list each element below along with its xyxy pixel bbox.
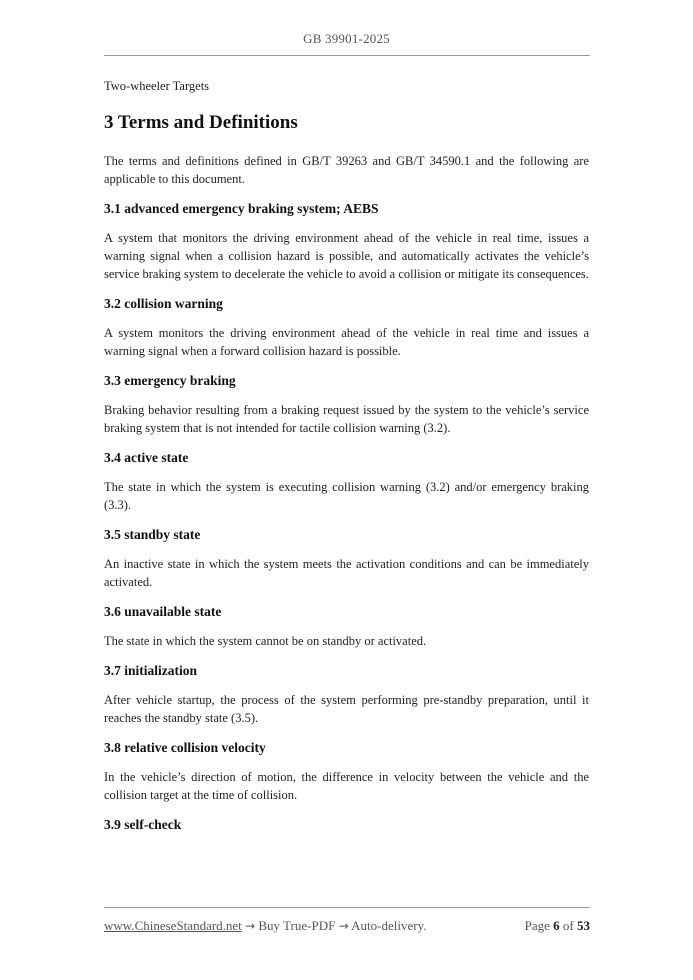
page-label: Page xyxy=(524,918,550,933)
section-title: 3 Terms and Definitions xyxy=(104,112,298,133)
term-3-8 xyxy=(104,739,589,804)
term-heading: 3.6 unavailable state xyxy=(104,604,222,619)
header-divider xyxy=(104,55,590,56)
page-header xyxy=(0,31,693,47)
term-heading: 3.7 initialization xyxy=(104,663,198,678)
term-3-3 xyxy=(104,372,589,437)
term-3-1 xyxy=(104,200,589,283)
page-number xyxy=(525,918,590,934)
term-heading: 3.4 active state xyxy=(104,450,189,465)
term-3-6 xyxy=(104,603,589,650)
page-total: 53 xyxy=(577,918,590,933)
term-3-4 xyxy=(104,449,589,514)
term-3-5 xyxy=(104,526,589,591)
term-definition: In the vehicle’s direction of motion, the difference in velocity between the vehicle and the collision target at the time of collision. xyxy=(104,770,589,802)
term-definition: The state in which the system is executing collision warning (3.2) and/or emergency braking (3.3). xyxy=(104,480,589,512)
term-definition: A system monitors the driving environment ahead of the vehicle in real time and issues a warning signal when a forward collision hazard is possible. xyxy=(104,326,589,358)
footer-divider xyxy=(104,907,590,908)
term-definition: Braking behavior resulting from a braking request issued by the system to the vehicle’s service braking system that is not intended for tactile collision warning (3.2). xyxy=(104,403,589,435)
lead-text: Two-wheeler Targets xyxy=(104,79,210,93)
term-definition: A system that monitors the driving environment ahead of the vehicle in real time, issues a warning signal when a collision hazard is possible, and automatically activates the vehicle’s service braking system to decelerate the vehicle to avoid a collision or mitigate its consequences. xyxy=(104,231,589,281)
term-heading: 3.9 self-check xyxy=(104,817,182,832)
site-link[interactable]: www.ChineseStandard.net xyxy=(104,918,242,933)
term-heading: 3.5 standby state xyxy=(104,527,201,542)
page-footer xyxy=(104,918,590,934)
term-heading: 3.1 advanced emergency braking system; AEBS xyxy=(104,201,379,216)
term-heading: 3.8 relative collision velocity xyxy=(104,740,266,755)
term-definition: After vehicle startup, the process of the system performing pre-standby preparation, until it reaches the standby state (3.5). xyxy=(104,693,589,725)
delivery-text: Auto-delivery. xyxy=(351,918,427,933)
page-content xyxy=(104,77,589,845)
term-3-9 xyxy=(104,816,589,834)
term-heading: 3.3 emergency braking xyxy=(104,373,236,388)
term-definition: The state in which the system cannot be on standby or activated. xyxy=(104,634,427,648)
footer-promo xyxy=(104,918,427,934)
arrow-right-icon: → xyxy=(338,919,349,933)
term-3-7 xyxy=(104,662,589,727)
page-of: of xyxy=(562,918,574,933)
arrow-right-icon: → xyxy=(245,919,256,933)
term-definition: An inactive state in which the system meets the activation conditions and can be immediately activated. xyxy=(104,557,589,589)
document-id: GB 39901-2025 xyxy=(303,31,390,46)
term-3-2 xyxy=(104,295,589,360)
term-heading: 3.2 collision warning xyxy=(104,296,223,311)
section-intro: The terms and definitions defined in GB/T 39263 and GB/T 34590.1 and the following are applicable to this document. xyxy=(104,154,589,186)
buy-text: Buy True-PDF xyxy=(258,918,336,933)
page-current: 6 xyxy=(553,918,560,933)
